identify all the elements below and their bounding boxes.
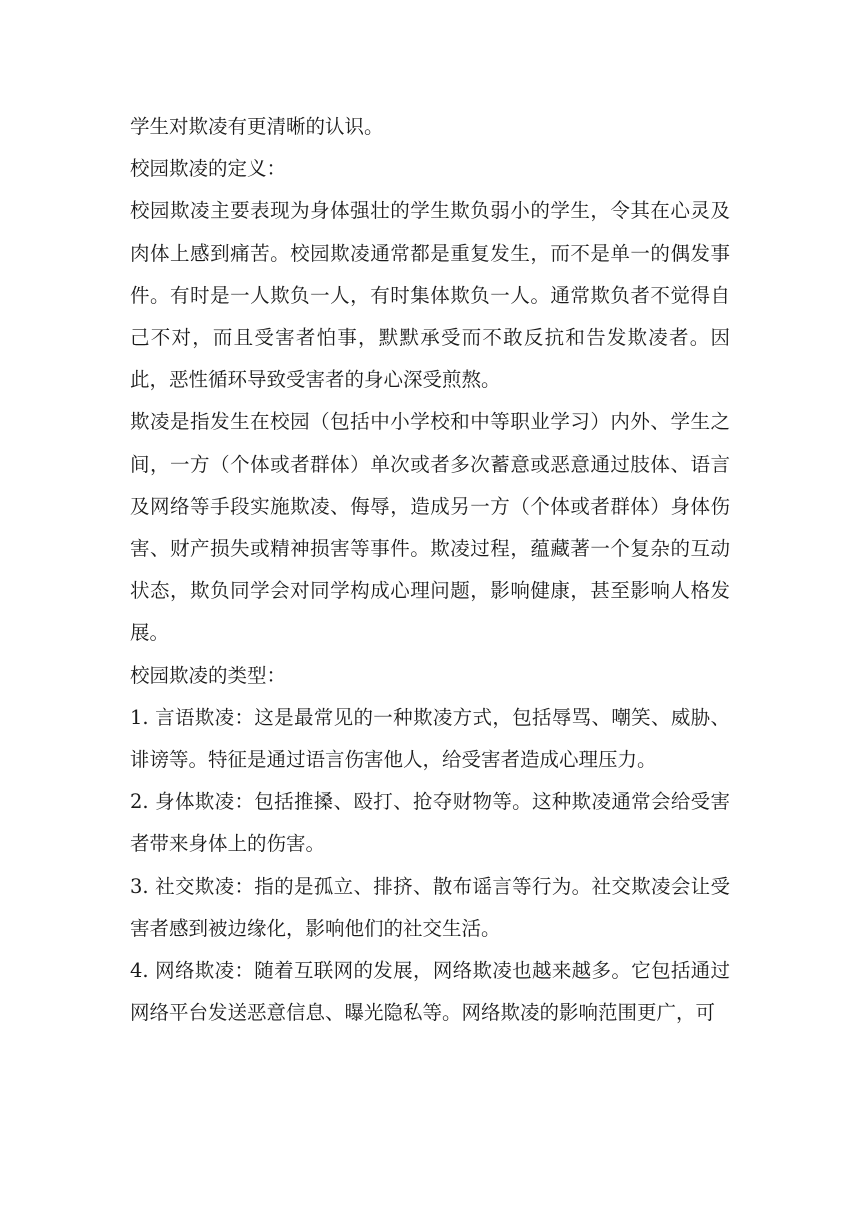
list-item-social-bullying: 3. 社交欺凌：指的是孤立、排挤、散布谣言等行为。社交欺凌会让受害者感到被边缘化，影响他们的社交生活。	[130, 874, 730, 940]
document-body	[130, 106, 730, 1034]
heading-types: 校园欺凌的类型：	[130, 663, 287, 687]
paragraph-definition-1: 校园欺凌主要表现为身体强壮的学生欺负弱小的学生，令其在心灵及肉体上感到痛苦。校园欺凌通常都是重复发生，而不是单一的偶发事件。有时是一人欺负一人，有时集体欺负一人。通常欺负者不觉得自己不对，而且受害者怕事，默默承受而不敢反抗和告发欺凌者。因此，恶性循环导致受害者的身心深受煎熬。	[130, 199, 730, 392]
paragraph-intro-continuation: 学生对欺凌有更清晰的认识。	[130, 115, 384, 138]
list-item-verbal-bullying: 1. 言语欺凌：这是最常见的一种欺凌方式，包括辱骂、嘲笑、威胁、诽谤等。特征是通过语言伤害他人，给受害者造成心理压力。	[130, 705, 730, 772]
heading-definition: 校园欺凌的定义：	[130, 157, 287, 181]
list-item-cyber-bullying: 4. 网络欺凌：随着互联网的发展，网络欺凌也越来越多。它包括通过网络平台发送恶意信息、曝光隐私等。网络欺凌的影响范围更广，可	[130, 959, 730, 1025]
list-item-physical-bullying: 2. 身体欺凌：包括推搡、殴打、抢夺财物等。这种欺凌通常会给受害者带来身体上的伤害。	[130, 790, 730, 856]
paragraph-definition-2: 欺凌是指发生在校园（包括中小学校和中等职业学习）内外、学生之间，一方（个体或者群体）单次或者多次蓄意或恶意通过肢体、语言及网络等手段实施欺凌、侮辱，造成另一方（个体或者群体）身体伤害、财产损失或精神损害等事件。欺凌过程，蕴藏著一个复杂的互动状态，欺负同学会对同学构成心理问题，影响健康，甚至影响人格发展。	[130, 410, 730, 645]
